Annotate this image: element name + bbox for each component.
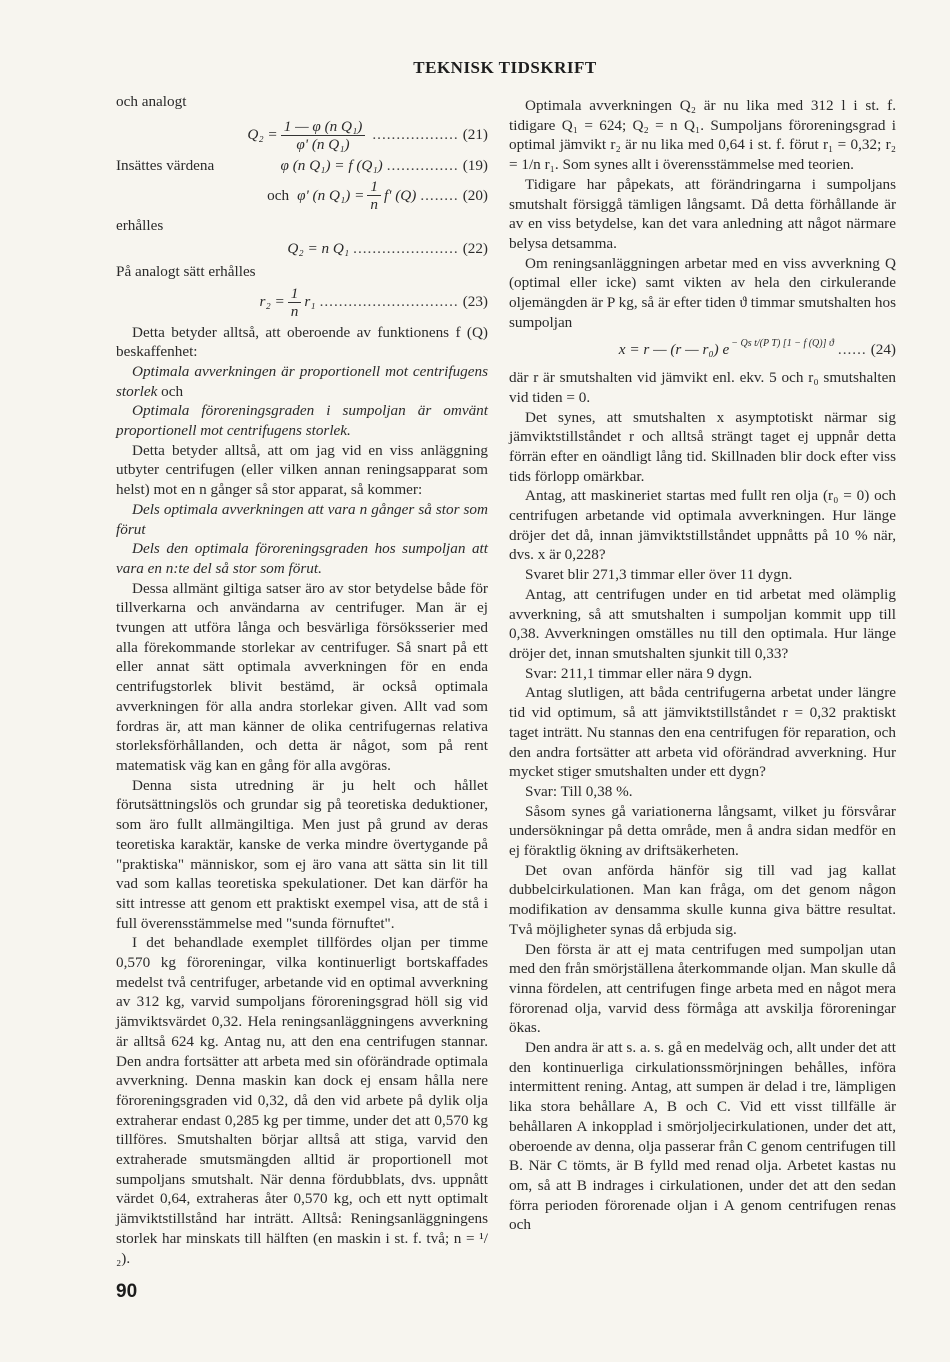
eq21-fraction [281,118,366,153]
right-paragraph-8: Antag, att centrifugen under en tid arbetat med olämplig avverkning, så att smutshalten i sumpoljan kommit upp till 0,38. Avverkningen omställes nu till den optimala. Hur länge dröjer det, innan smutshalten sjunkit till 0,33? [509,585,896,662]
eq19-expr: φ (n Q₁) = f (Q₁) [280,156,383,174]
right-column [509,96,896,1235]
page-number: 90 [116,1281,138,1302]
right-paragraph-5: Det synes, att smutshalten x asymptotiskt närmar sig jämviktstillståndet r och alltså strängt taget ej uppnår detta förrän efter en oändligt lång tid. Skillnaden blir dock efter viss tids förlopp omärkbar. [509,408,896,485]
insert-text: Insättes värdena [116,156,215,174]
left-italic-3: Dels optimala avverkningen att vara n gånger så stor som förut [116,500,488,538]
equation-20 [116,178,488,213]
right-paragraph-4: där r är smutshalten vid jämvikt enl. ekv. 5 och r₀ smutshalten vid tiden = 0. [509,369,896,406]
eq20-label: (20) [462,187,488,205]
eq22-dots: ...................... [353,240,459,258]
intro-text: och analogt [116,93,187,110]
eq20-pre: och [267,187,290,205]
left-italic-1 [116,362,488,401]
left-column [116,92,488,1268]
eq21-dots: .................. [372,126,459,144]
eq19-dots: ............... [386,156,459,174]
eq22-expr: Q₂ = n Q₁ [287,240,350,258]
eq24-expr: x = r — (r — r₀) e [618,341,730,359]
right-paragraph-15: Den andra är att s. a. s. gå en medelväg och, allt under det att den kontinuerliga cirkulationssmörjningen behålles, införa intermittent rening. Antag, att sumpen är delad i tre, lämpligen lika stora behållare A, B och C. Vid ett visst tillfälle är behållaren A inkopplad i smörjoljecirkulationen, under det att, oberoende av denna, olja passerar från C genom centrifugen till B. När C tömts, är B fylld med renad olja. Arbetet kastas nu om, så att B indrages i cirkulationen, under det att den sedan förra perioden förorenade oljan i A genom centrifugen renas och [509,1039,896,1234]
right-paragraph-11: Svar: Till 0,38 %. [525,782,633,800]
right-paragraph-13: Det ovan anförda hänför sig till vad jag kallat dubbelcirkulationen. Man kan fråga, om det genom någon modifikation av densamma skulle kunna giva bättre resultat. Två möjligheter synas då erbjuda sig. [509,861,896,938]
right-paragraph-1: Optimala avverkningen Q₂ är nu lika med 312 l i st. f. tidigare Q₁ = 624; Q₂ = n Q₁. Sumpoljans föroreningsgrad i optimal jämvikt r₂ är nu lika med 0,64 i st. f. förut r₁ = 0,32; r₂ = 1/n r₁. Som synes allt i överensstämmelse med teorien. [509,97,896,174]
right-paragraph-2: Tidigare har påpekats, att förändringarna i sumpoljans smutshalt försiggå tämligen långsamt. Då detta förhållande är av en viss betydelse, kan det vara anledning att något närmare belysa detsamma. [509,175,896,252]
eq23-label: (23) [462,293,488,311]
eq24-exponent: − Qs t/(P T) [1 − f (Q)] ϑ [731,338,834,350]
erhalles-text: erhålles [116,217,164,235]
eq20-numerator: 1 [367,178,381,196]
eq22-label: (22) [462,240,488,258]
eq21-label: (21) [462,126,488,144]
eq20-denominator: n [370,196,378,214]
left-italic-2: Optimala föroreningsgraden i sumpoljan är omvänt proportionell mot centrifugens storlek. [116,402,488,440]
eq21-numerator: 1 — φ (n Q₁) [281,118,366,136]
eq21-lhs: Q₂ = [247,126,278,144]
right-paragraph-6: Antag, att maskineriet startas med fullt ren olja (r₀ = 0) och centrifugen arbetande vid optimala avverkningen. Hur länge dröjer det då, innan jämviktstillståndet uppnåtts på 10 % när, dvs. x är 0,228? [509,487,896,564]
right-paragraph-14: Den första är att ej mata centrifugen med sumpoljan utan med den från smörjställena återkommande oljan. Man skulle då vinna fördelen, att centrifugen finge arbeta med en något mera förorenad olja, varvid dess förmåga att avskilja föroreningar ökas. [509,940,896,1037]
equation-23 [116,285,488,320]
eq20-lhs: φ' (n Q₁) = [297,187,365,205]
eq24-dots: ...... [837,341,867,359]
eq24-label: (24) [870,341,896,359]
left-italic-4: Dels den optimala föroreningsgraden hos sumpoljan att vara en n:te del så stor som förut. [116,540,488,577]
left-paragraph-1: Detta betyder alltså, att oberoende av funktionens f (Q) beskaffenhet: [116,323,488,361]
equation-19 [116,156,488,176]
right-paragraph-10: Antag slutligen, att båda centrifugerna arbetat under längre tid vid optimum, så att jämviktstillståndet r = 0,32 praktiskt taget inträtt. Nu stannas den ena centrifugen för reparation, och den andra fortsätter att arbeta vid oförändrad avverkning. Hur mycket stiger smutshalten under ett dygn? [509,684,896,781]
left-paragraph-5: I det behandlade exemplet tillfördes oljan per timme 0,570 kg föroreningar, vilka kontinuerligt bortskaffades medelst två centrifuger, arbetande vid en optimal avverkning av 312 kg, varvid sumpoljans föroreningsgrad höll sig vid jämviktsvärdet 0,32. Hela reningsanläggningens avverkning är alltså 624 kg. Antag nu, att den ena centrifugen stannar. Den andra fortsätter att arbeta med sin oförändrade optimala avverkning. Denna maskin kan dock ej ensam hålla nere föroreningsgraden vid 0,32, då den vid arbete på dylik olja extraherar endast 0,285 kg per timme, under det att 0,570 kg tillföres. Smutshalten börjar alltså att stiga, varvid den extraherade smutsmängden alltid är proportionell mot sumpoljans smutshalt. När denna fördubblats, dvs. uppnått värdet 0,64, extraheras åter 0,570 kg, och ett nytt optimalt jämviktstillstånd har inträtt. Alltså: Reningsanläggningens storlek har minskats till hälften (en maskin i st. f. två; n = ¹/₂). [116,934,488,1267]
eq23-fraction [288,285,302,320]
right-paragraph-3: Om reningsanläggningen arbetar med en viss avverkning Q (optimal eller icke) samt vikten av hela den cirkulerande oljemängden är P kg, så är efter tiden ϑ timmar smutshalten hos sumpoljan [509,254,896,331]
eq20-dots: ........ [420,187,459,205]
right-paragraph-7: Svaret blir 271,3 timmar eller över 11 dygn. [525,566,793,584]
journal-title: TEKNISK TIDSKRIFT [413,58,597,77]
left-paragraph-2: Detta betyder alltså, att om jag vid en viss anläggning utbyter centrifugen (eller vilken annan reningsapparat som helst) mot en n gånger så stor apparat, så kommer: [116,441,488,499]
equation-22 [116,239,488,259]
right-paragraph-9: Svar: 211,1 timmar eller nära 9 dygn. [525,664,753,682]
eq19-label: (19) [462,156,488,174]
eq20-rhs: f' (Q) [383,187,417,205]
analog-text: På analogt sätt erhålles [116,262,256,280]
eq23-numerator: 1 [288,285,302,303]
left-paragraph-3: Dessa allmänt giltiga satser äro av stor betydelse både för tillverkarna och användarna av centrifuger. Man är ej tvungen att utföra långa och besvärliga försöksserier med alla förekommande storlekar av centrifuger. Så snart på ett eller annat sätt optimala avverkningen för en enda centrifugstorlek blivit bestämd, är också optimala avverkningen för alla andra storlekar given. Allt vad som fordras är, att man känner de olika centrifugernas relativa storleksförhållanden, och detta är något, som på rent matematisk väg kan en gång för alla avgöras. [116,579,488,774]
equation-21 [116,118,488,153]
eq20-fraction [367,178,381,213]
left-paragraph-4: Denna sista utredning är ju helt och hållet förutsättningslös och grundar sig på teoretiska deduktioner, som äro fullt allmängiltiga. Men just på grund av deras teoretiska karaktär, kanske de verka mindre övertygande på "praktiska" människor, som ej äro vana att sätta sin lit till vad som kallas teoretiska spekulationer. Det kan därför ha sitt intresse att genom ett praktiskt exempel visa, att de stå i full överensstämmelse med "sunda förnuftet". [116,776,488,932]
eq23-denominator: n [290,302,299,320]
left-och: och [161,382,184,400]
eq23-dots: ............................. [319,293,459,311]
eq21-denominator: φ' (n Q₁) [296,135,350,153]
left-italic-1-text: Optimala avverkningen är proportionell mot centrifugens storlek [116,362,488,400]
eq23-lhs: r₂ = [259,293,285,311]
eq23-rhs: r₁ [304,293,316,311]
right-paragraph-12: Såsom synes gå variationerna långsamt, vilket ju försvårar undersökningar på detta område, men å andra sidan medför en ej föraktlig ökning av driftsäkerheten. [509,802,896,860]
equation-24 [509,340,896,360]
